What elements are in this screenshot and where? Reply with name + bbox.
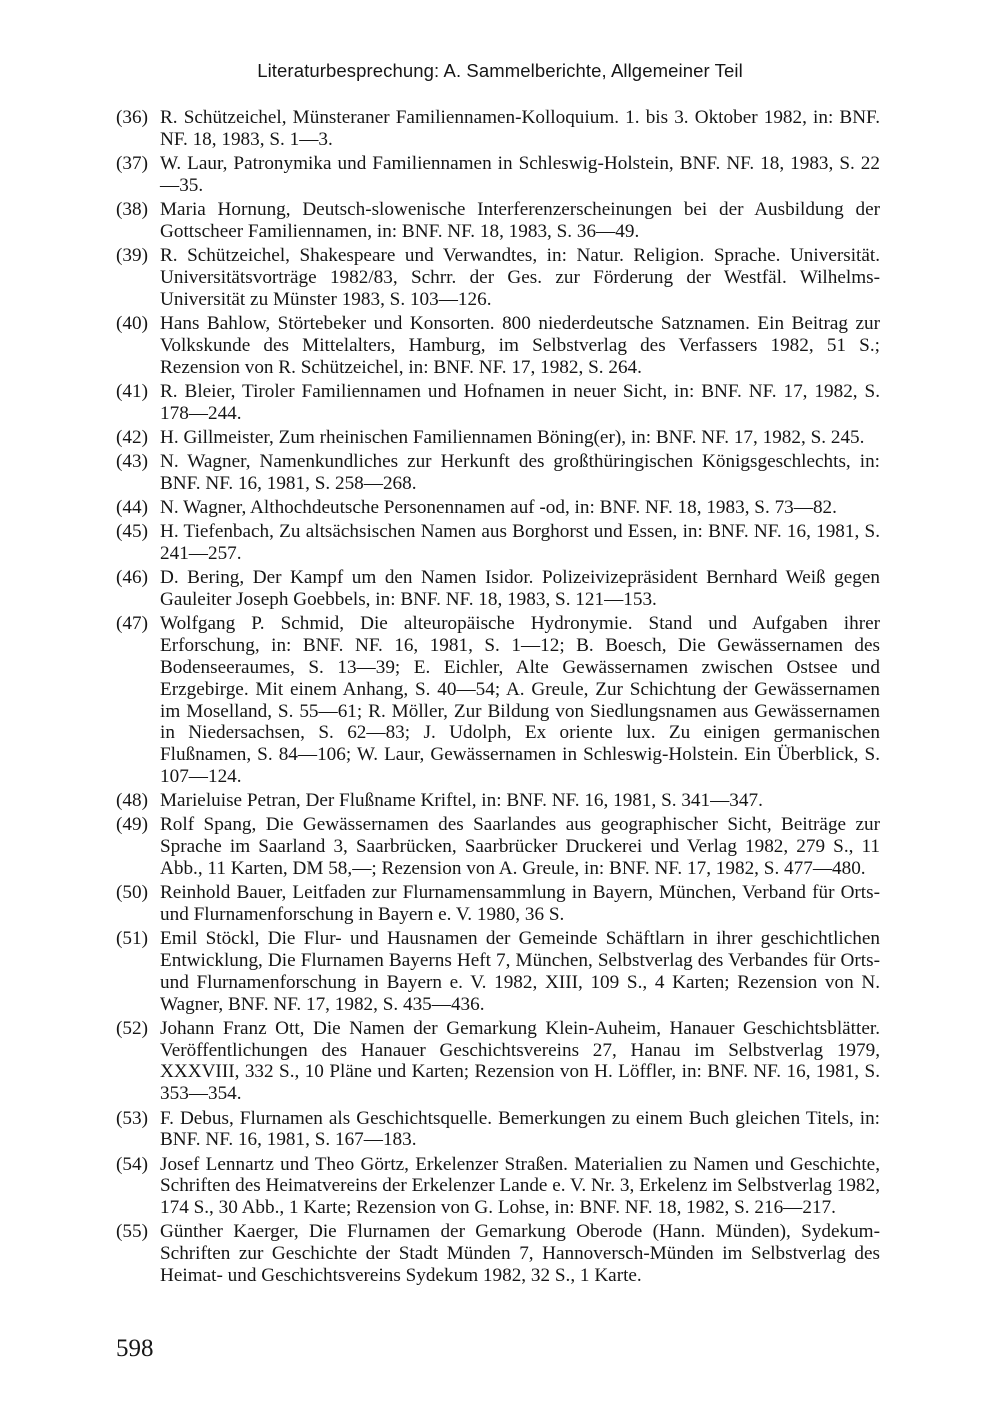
entry-number: (36) bbox=[116, 107, 148, 128]
bibliography-entry bbox=[116, 521, 880, 565]
bibliography-entry bbox=[116, 381, 880, 425]
entry-text: N. Wagner, Althochdeutsche Personennamen auf -od, in: BNF. NF. 18, 1983, S. 73—82. bbox=[160, 497, 837, 519]
bibliography-entry bbox=[116, 199, 880, 243]
entry-text: Hans Bahlow, Störtebeker und Konsorten. 800 niederdeutsche Satznamen. Ein Beitrag zur Volkskunde des Mittelalters, Hamburg, im Selbstverlag des Verfassers 1982, 51 S.; Rezension von R. Schützeichel, in: BNF. NF. 17, 1982, S. 264. bbox=[160, 312, 880, 378]
entry-text: Günther Kaerger, Die Flurnamen der Gemarkung Oberode (Hann. Münden), Sydekum-Schriften zur Geschichte der Stadt Münden 7, Hannoversch-Münden im Selbstverlag des Heimat- und Geschichtsvereins Sydekum 1982, 32 S., 1 Karte. bbox=[160, 1221, 880, 1286]
entry-text: Rolf Spang, Die Gewässernamen des Saarlandes aus geographischer Sicht, Beiträge zur Sprache im Saarland 3, Saarbrücken, Saarbrücker Druckerei und Verlag 1982, 279 S., 11 Abb., 11 Karten, DM 58,—; Rezension von A. Greule, in: BNF. NF. 17, 1982, S. 477—480. bbox=[160, 814, 880, 879]
entry-text: W. Laur, Patronymika und Familiennamen in Schleswig-Holstein, BNF. NF. 18, 1983, S. 22—35. bbox=[160, 153, 880, 196]
bibliography-entry bbox=[116, 245, 880, 310]
entry-text: Johann Franz Ott, Die Namen der Gemarkung Klein-Auheim, Hanauer Geschichtsblätter. Veröffentlichungen des Hanauer Geschichtsvereins 27, Hanau im Selbstverlag 1979, XXXVIII, 332 S., 10 Pläne und Karten; Rezension von H. Löffler, in: BNF. NF. 16, 1981, S. 353—354. bbox=[160, 1017, 880, 1105]
page-number: 598 bbox=[116, 1335, 154, 1362]
entry-number: (46) bbox=[116, 567, 148, 589]
entry-number: (53) bbox=[116, 1107, 148, 1129]
bibliography-entry bbox=[116, 882, 880, 926]
entry-number: (40) bbox=[116, 312, 148, 334]
entry-number: (50) bbox=[116, 882, 148, 904]
bibliography-entry bbox=[116, 451, 880, 495]
bibliography-entry bbox=[116, 1108, 880, 1152]
entry-number: (45) bbox=[116, 521, 148, 543]
entry-number: (44) bbox=[116, 497, 148, 519]
entry-text: Maria Hornung, Deutsch-slowenische Interferenzerscheinungen bei der Ausbildung der Gottscheer Familiennamen, in: BNF. NF. 18, 1983, S. 36—49. bbox=[160, 199, 880, 242]
bibliography-entry bbox=[116, 613, 880, 787]
entry-number: (48) bbox=[116, 790, 148, 812]
bibliography-entry bbox=[116, 313, 880, 378]
bibliography-entry bbox=[116, 1154, 880, 1219]
entry-text: N. Wagner, Namenkundliches zur Herkunft des großthüringischen Königsgeschlechts, in: BNF. NF. 16, 1981, S. 258—268. bbox=[160, 451, 880, 494]
entry-number: (43) bbox=[116, 451, 148, 473]
bibliography-entry bbox=[116, 790, 880, 812]
bibliography-entry bbox=[116, 153, 880, 197]
entry-number: (42) bbox=[116, 426, 148, 448]
entry-text: F. Debus, Flurnamen als Geschichtsquelle. Bemerkungen zu einem Buch gleichen Titels, in: BNF. NF. 16, 1981, S. 167—183. bbox=[160, 1107, 880, 1151]
entry-number: (49) bbox=[116, 814, 148, 836]
entry-number: (41) bbox=[116, 380, 148, 402]
entry-text: Emil Stöckl, Die Flur- und Hausnamen der Gemeinde Schäftlarn in ihrer geschichtlichen Entwicklung, Die Flurnamen Bayerns Heft 7, München, Selbstverlag des Verbandes für Orts- und Flurnamenforschung in Bayern e. V. 1982, XIII, 109 S., 4 Karten; Rezension von N. Wagner, BNF. NF. 17, 1982, S. 435—436. bbox=[160, 928, 880, 1015]
entry-text: R. Schützeichel, Münsteraner Familiennamen-Kolloquium. 1. bis 3. Oktober 1982, in: BNF. NF. 18, 1983, S. 1—3. bbox=[160, 107, 880, 150]
entry-number: (54) bbox=[116, 1153, 148, 1175]
entry-number: (39) bbox=[116, 245, 148, 267]
entry-text: Reinhold Bauer, Leitfaden zur Flurnamensammlung in Bayern, München, Verband für Orts- und Flurnamenforschung in Bayern e. V. 1980, 36 S. bbox=[160, 882, 880, 926]
entry-number: (51) bbox=[116, 928, 148, 950]
entry-text: H. Gillmeister, Zum rheinischen Familiennamen Böning(er), in: BNF. NF. 17, 1982, S. 245. bbox=[160, 426, 865, 448]
bibliography-entry bbox=[116, 814, 880, 879]
entry-text: R. Bleier, Tiroler Familiennamen und Hofnamen in neuer Sicht, in: BNF. NF. 17, 1982, S. 178—244. bbox=[160, 380, 880, 424]
bibliography-entry bbox=[116, 928, 880, 1015]
entry-number: (47) bbox=[116, 613, 148, 635]
entry-number: (38) bbox=[116, 199, 148, 221]
entry-number: (37) bbox=[116, 153, 148, 175]
bibliography-entry bbox=[116, 427, 880, 449]
bibliography-entry bbox=[116, 1018, 880, 1105]
bibliography-entry bbox=[116, 497, 880, 519]
entry-number: (55) bbox=[116, 1221, 148, 1243]
entry-text: Josef Lennartz und Theo Görtz, Erkelenzer Straßen. Materialien zu Namen und Geschichte, Schriften des Heimatvereins der Erkelenzer Lande e. V. Nr. 3, Erkelenz im Selbstverlag 1982, 174 S., 30 Abb., 1 Karte; Rezension von G. Lohse, in: BNF. NF. 18, 1982, S. 216—217. bbox=[160, 1153, 880, 1219]
entry-text: D. Bering, Der Kampf um den Namen Isidor. Polizeivizepräsident Bernhard Weiß gegen Gauleiter Joseph Goebbels, in: BNF. NF. 18, 1983, S. 121—153. bbox=[160, 567, 880, 611]
bibliography-list bbox=[116, 107, 880, 1289]
entry-text: Wolfgang P. Schmid, Die alteuropäische Hydronymie. Stand und Aufgaben ihrer Erforschung, in: BNF. NF. 16, 1981, S. 1—12; B. Boesch, Die Gewässernamen des Bodenseeraumes, S. 13—39; E. Eichler, Alte Gewässernamen zwischen Ostsee und Erzgebirge. Mit einem Anhang, S. 40—54; A. Greule, Zur Schichtung der Gewässernamen im Moselland, S. 55—61; R. Möller, Zur Bildung von Siedlungsnamen aus Gewässernamen in Niedersachsen, S. 62—83; J. Udolph, Ex oriente lux. Zu einigen germanischen Flußnamen, S. 84—106; W. Laur, Gewässernamen in Schleswig-Holstein. Ein Überblick, S. 107—124. bbox=[160, 613, 880, 787]
entry-number: (52) bbox=[116, 1017, 148, 1039]
entry-text: R. Schützeichel, Shakespeare und Verwandtes, in: Natur. Religion. Sprache. Universität. Universitätsvorträge 1982/83, Schrr. der Ges. zur Förderung der Westfäl. Wilhelms-Universität zu Münster 1983, S. 103—126. bbox=[160, 245, 880, 310]
entry-text: H. Tiefenbach, Zu altsächsischen Namen aus Borghorst und Essen, in: BNF. NF. 16, 1981, S. 241—257. bbox=[160, 521, 880, 565]
entry-text: Marieluise Petran, Der Flußname Kriftel, in: BNF. NF. 16, 1981, S. 341—347. bbox=[160, 790, 763, 812]
running-header: Literaturbesprechung: A. Sammelberichte, Allgemeiner Teil bbox=[257, 60, 743, 81]
bibliography-entry bbox=[116, 1221, 880, 1286]
bibliography-entry bbox=[116, 567, 880, 611]
bibliography-entry bbox=[116, 107, 880, 151]
